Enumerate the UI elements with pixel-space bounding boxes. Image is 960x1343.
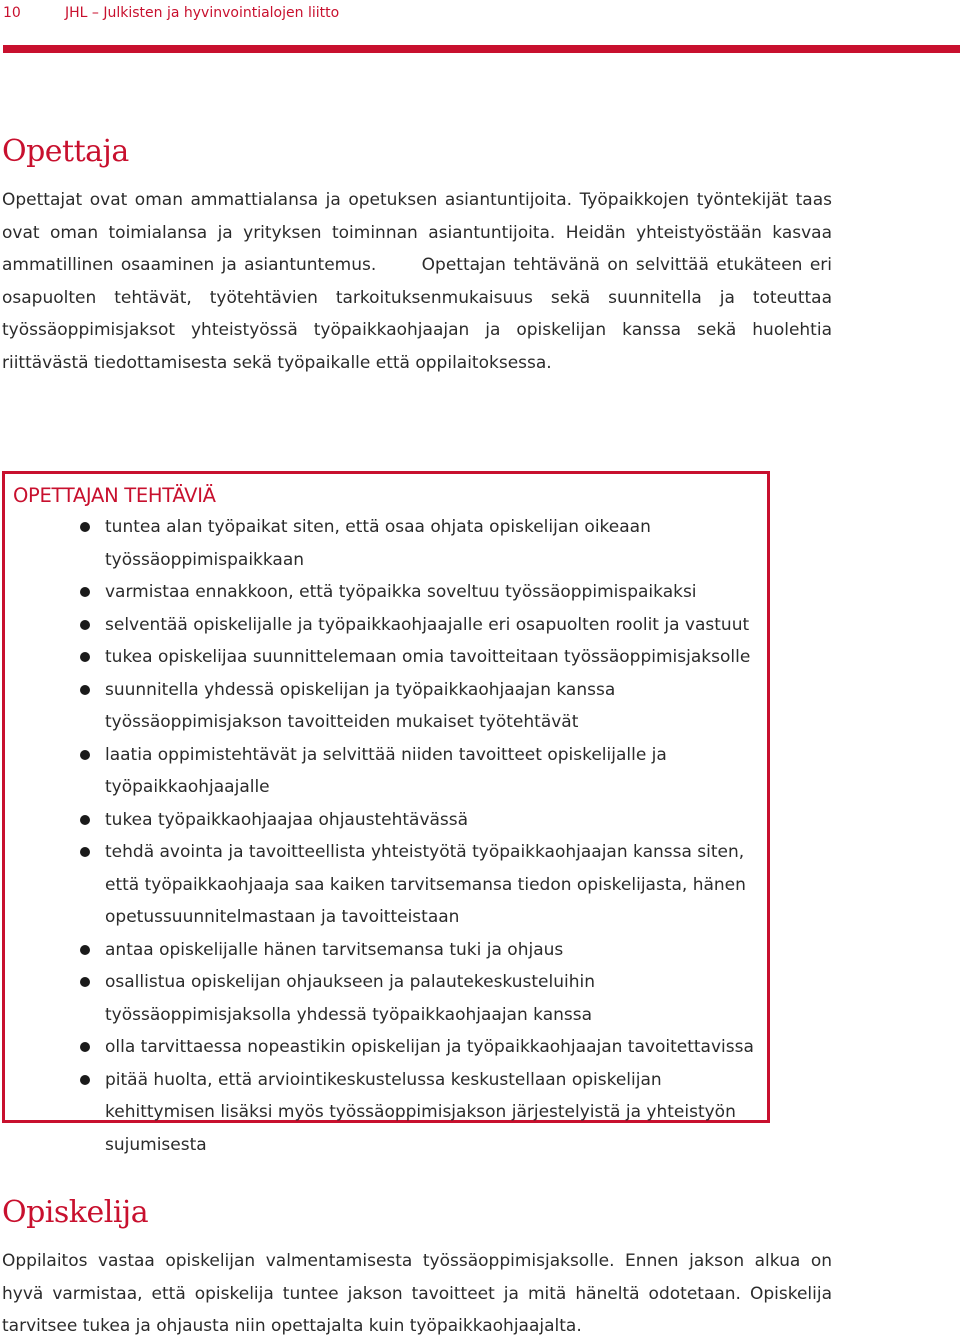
student-paragraph-1: Oppilaitos vastaa opiskelijan valmentamisesta työssäoppimisjaksolle. Ennen jakson alkua on hyvä varmistaa, että opiskelija tuntee jakson tavoitteet ja mitä häneltä odotetaan. Opiskelija tarvitsee tukea ja ohjausta niin opettajalta kuin työpaikkaohjaajalta. <box>2 1251 832 1336</box>
list-item <box>5 674 765 739</box>
list-item <box>5 641 765 674</box>
list-item-text: laatia oppimistehtävät ja selvittää niiden tavoitteet opiskelijalle ja työpaikkaohjaajalle <box>105 744 667 797</box>
list-item-text: tuntea alan työpaikat siten, että osaa ohjata opiskelijan oikeaan työssäoppimispaikkaan <box>105 517 651 570</box>
list-item <box>5 1031 765 1064</box>
list-item-text: tukea opiskelijaa suunnittelemaan omia tavoitteitaan työssäoppimisjaksolle <box>105 647 751 667</box>
teacher-tasks-box <box>2 471 770 1155</box>
running-title: JHL – Julkisten ja hyvinvointialojen liitto <box>65 5 340 21</box>
list-item-text: tehdä avointa ja tavoitteellista yhteistyötä työpaikkaohjaajan kanssa siten, että työpaikkaohjaaja saa kaiken tarvitsemansa tiedon opiskelijasta, hänen opetussuunnitelmastaan ja tavoitteistaan <box>105 842 746 927</box>
list-item-text: osallistua opiskelijan ohjaukseen ja palautekeskusteluihin työssäoppimisjaksolla yhdessä työpaikkaohjaajan kanssa <box>105 972 596 1025</box>
list-item <box>5 739 765 804</box>
bullet-icon <box>80 945 90 955</box>
list-item <box>5 836 765 934</box>
bullet-icon <box>80 847 90 857</box>
list-item-text: tukea työpaikkaohjaajaa ohjaustehtävässä <box>105 809 469 830</box>
bullet-icon <box>80 1042 90 1052</box>
bullet-icon <box>80 620 90 630</box>
list-item-text: antaa opiskelijalle hänen tarvitsemansa tuki ja ohjaus <box>105 939 564 960</box>
page-number: 10 <box>3 5 21 21</box>
bullet-icon <box>80 652 90 662</box>
list-item <box>5 804 765 837</box>
list-item-text: selventää opiskelijalle ja työpaikkaohjaajalle eri osapuolten roolit ja vastuut <box>105 614 750 635</box>
teacher-paragraph-2: Opettajan tehtävänä on selvittää etukäteen eri osapuolten tehtävät, työtehtävien tarkoituksenmukaisuus sekä suunnitella ja toteuttaa työssäoppimisjaksot yhteistyössä työpaikkaohjaajan ja opiskelijan kanssa sekä huolehtia riittävästä tiedottamisesta sekä työpaikalle että oppilaitoksessa. <box>2 255 832 373</box>
bullet-icon <box>80 1075 90 1085</box>
bullet-icon <box>80 522 90 532</box>
list-item-text: varmistaa ennakkoon, että työpaikka soveltuu työssäoppimispaikaksi <box>105 582 697 602</box>
list-item <box>5 576 765 609</box>
list-item <box>5 511 765 576</box>
list-item <box>5 609 765 642</box>
student-section-title: Opiskelija <box>2 1195 149 1230</box>
list-item <box>5 934 765 967</box>
tasks-box-title: OPETTAJAN TEHTÄVIÄ <box>13 484 216 507</box>
teacher-paragraph-1: Opettajat ovat oman ammattialansa ja opetuksen asiantuntijoita. Työpaikkojen työntekijät taas ovat oman toimialansa ja yrityksen toiminnan asiantuntijoita. Heidän yhteistyöstään kasvaa ammatillinen osaaminen ja asiantuntemus. <box>2 190 832 275</box>
bullet-icon <box>80 685 90 695</box>
page-header <box>3 5 339 21</box>
bullet-icon <box>80 977 90 987</box>
student-section-body <box>2 1245 832 1343</box>
list-item <box>5 1064 765 1162</box>
bullet-icon <box>80 750 90 760</box>
bullet-icon <box>80 587 90 597</box>
header-rule <box>3 45 960 53</box>
list-item-text: olla tarvittaessa nopeastikin opiskelijan ja työpaikkaohjaajan tavoitettavissa <box>105 1037 754 1057</box>
list-item-text: suunnitella yhdessä opiskelijan ja työpaikkaohjaajan kanssa työssäoppimisjakson tavoitteiden mukaiset työtehtävät <box>105 679 616 732</box>
teacher-section-title: Opettaja <box>2 134 129 169</box>
list-item <box>5 966 765 1031</box>
teacher-section-body <box>2 184 832 379</box>
list-item-text: pitää huolta, että arviointikeskustelussa keskustellaan opiskelijan kehittymisen lisäksi myös työssäoppimisjakson järjestelyistä ja yhteistyön sujumisesta <box>105 1069 736 1155</box>
bullet-icon <box>80 815 90 825</box>
tasks-list <box>5 511 765 1161</box>
